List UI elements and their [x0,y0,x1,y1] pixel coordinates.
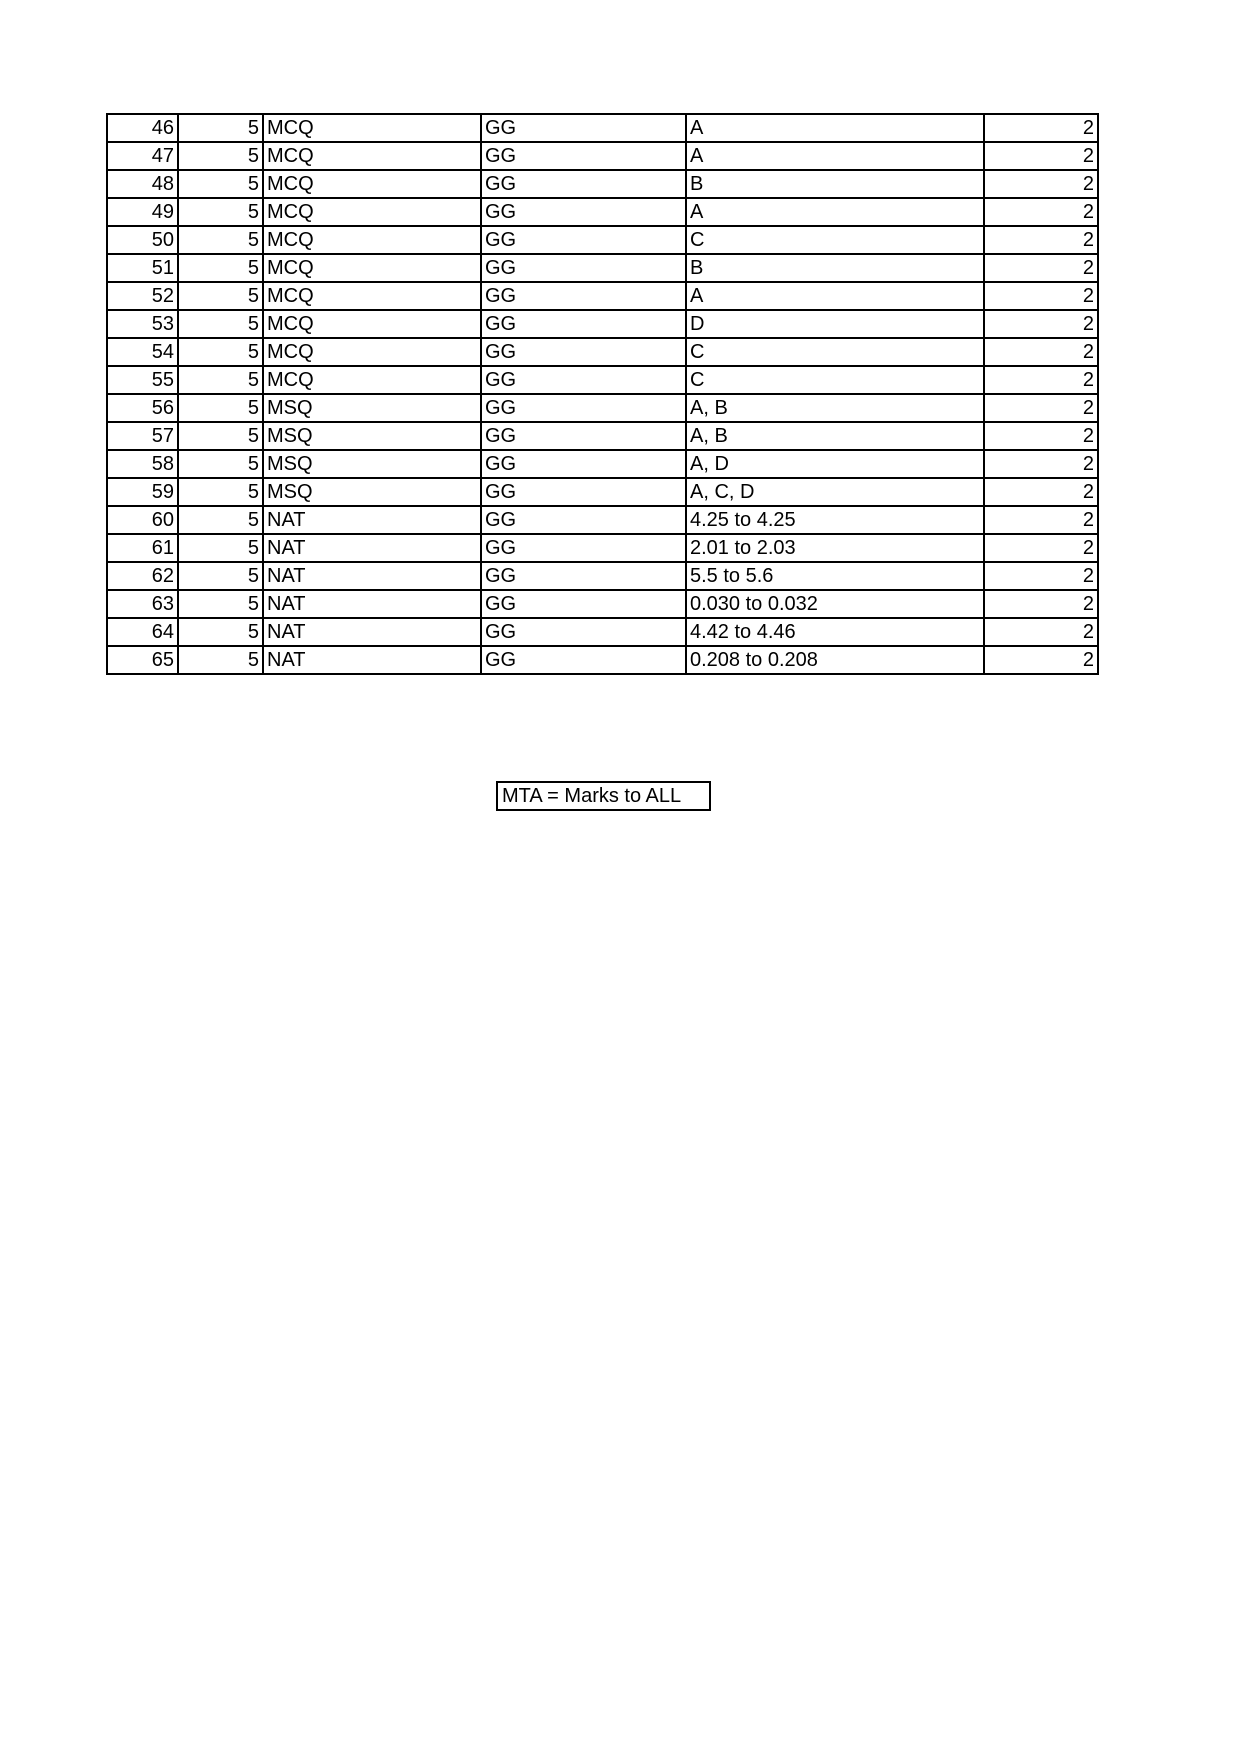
section-cell: 5 [178,310,263,338]
marks-cell: 2 [984,506,1098,534]
question-type-cell: MSQ [263,478,481,506]
paper-code-cell: GG [481,142,686,170]
marks-cell: 2 [984,394,1098,422]
table-row [107,618,1098,646]
question-type-cell: MSQ [263,394,481,422]
table-row [107,450,1098,478]
question-type-cell: NAT [263,618,481,646]
question-type-cell: MCQ [263,226,481,254]
question-number-cell: 48 [107,170,178,198]
question-type-cell: NAT [263,534,481,562]
question-type-cell: MSQ [263,450,481,478]
answer-key-cell: B [686,254,984,282]
section-cell: 5 [178,142,263,170]
table-row [107,254,1098,282]
paper-code-cell: GG [481,618,686,646]
table-row [107,422,1098,450]
answer-key-cell: A, B [686,394,984,422]
marks-cell: 2 [984,590,1098,618]
paper-code-cell: GG [481,170,686,198]
question-number-cell: 61 [107,534,178,562]
section-cell: 5 [178,226,263,254]
table-row [107,310,1098,338]
section-cell: 5 [178,114,263,142]
section-cell: 5 [178,338,263,366]
table-row [107,198,1098,226]
table-row [107,338,1098,366]
table-row [107,142,1098,170]
answer-key-cell: D [686,310,984,338]
paper-code-cell: GG [481,506,686,534]
answer-key-cell: A, B [686,422,984,450]
question-number-cell: 58 [107,450,178,478]
paper-code-cell: GG [481,226,686,254]
table-row [107,478,1098,506]
marks-cell: 2 [984,534,1098,562]
section-cell: 5 [178,254,263,282]
marks-cell: 2 [984,114,1098,142]
question-number-cell: 53 [107,310,178,338]
paper-code-cell: GG [481,198,686,226]
question-number-cell: 52 [107,282,178,310]
marks-cell: 2 [984,282,1098,310]
answer-key-cell: C [686,338,984,366]
answer-key-cell: A [686,198,984,226]
marks-cell: 2 [984,338,1098,366]
answer-key-cell: 2.01 to 2.03 [686,534,984,562]
table-row [107,170,1098,198]
answer-key-cell: A, C, D [686,478,984,506]
table-row [107,646,1098,674]
marks-cell: 2 [984,478,1098,506]
question-number-cell: 50 [107,226,178,254]
table-row [107,114,1098,142]
table-row [107,534,1098,562]
section-cell: 5 [178,534,263,562]
answer-key-cell: A [686,282,984,310]
answer-key-cell: 4.25 to 4.25 [686,506,984,534]
question-number-cell: 60 [107,506,178,534]
legend-box: MTA = Marks to ALL [496,781,711,811]
marks-cell: 2 [984,422,1098,450]
answer-key-cell: A [686,142,984,170]
marks-cell: 2 [984,646,1098,674]
question-type-cell: NAT [263,562,481,590]
question-number-cell: 49 [107,198,178,226]
table-row [107,282,1098,310]
question-type-cell: MCQ [263,198,481,226]
question-number-cell: 54 [107,338,178,366]
question-type-cell: MSQ [263,422,481,450]
section-cell: 5 [178,170,263,198]
question-number-cell: 46 [107,114,178,142]
section-cell: 5 [178,562,263,590]
marks-cell: 2 [984,226,1098,254]
answer-key-rows [107,114,1098,674]
marks-cell: 2 [984,198,1098,226]
question-type-cell: MCQ [263,142,481,170]
section-cell: 5 [178,590,263,618]
table-row [107,562,1098,590]
marks-cell: 2 [984,170,1098,198]
question-type-cell: MCQ [263,310,481,338]
answer-key-cell: 0.030 to 0.032 [686,590,984,618]
marks-cell: 2 [984,618,1098,646]
marks-cell: 2 [984,562,1098,590]
question-type-cell: MCQ [263,254,481,282]
paper-code-cell: GG [481,478,686,506]
paper-code-cell: GG [481,394,686,422]
answer-key-cell: A, D [686,450,984,478]
question-type-cell: MCQ [263,338,481,366]
marks-cell: 2 [984,310,1098,338]
answer-key-table [106,113,1099,675]
marks-cell: 2 [984,366,1098,394]
paper-code-cell: GG [481,282,686,310]
section-cell: 5 [178,394,263,422]
paper-code-cell: GG [481,646,686,674]
table-row [107,226,1098,254]
question-type-cell: NAT [263,646,481,674]
question-number-cell: 47 [107,142,178,170]
table-row [107,394,1098,422]
question-number-cell: 56 [107,394,178,422]
question-number-cell: 51 [107,254,178,282]
question-type-cell: MCQ [263,366,481,394]
section-cell: 5 [178,366,263,394]
question-type-cell: NAT [263,506,481,534]
section-cell: 5 [178,506,263,534]
paper-code-cell: GG [481,590,686,618]
question-number-cell: 64 [107,618,178,646]
answer-key-cell: 0.208 to 0.208 [686,646,984,674]
table-row [107,590,1098,618]
marks-cell: 2 [984,254,1098,282]
question-type-cell: MCQ [263,282,481,310]
paper-code-cell: GG [481,338,686,366]
table-row [107,506,1098,534]
section-cell: 5 [178,450,263,478]
paper-code-cell: GG [481,562,686,590]
question-type-cell: MCQ [263,114,481,142]
table-row [107,366,1098,394]
marks-cell: 2 [984,142,1098,170]
section-cell: 5 [178,646,263,674]
paper-code-cell: GG [481,310,686,338]
question-number-cell: 55 [107,366,178,394]
question-number-cell: 62 [107,562,178,590]
question-number-cell: 65 [107,646,178,674]
paper-code-cell: GG [481,366,686,394]
section-cell: 5 [178,422,263,450]
answer-key-cell: C [686,226,984,254]
paper-code-cell: GG [481,422,686,450]
question-type-cell: NAT [263,590,481,618]
section-cell: 5 [178,282,263,310]
answer-key-cell: A [686,114,984,142]
paper-code-cell: GG [481,450,686,478]
answer-key-cell: C [686,366,984,394]
section-cell: 5 [178,478,263,506]
question-number-cell: 57 [107,422,178,450]
section-cell: 5 [178,618,263,646]
answer-key-cell: 5.5 to 5.6 [686,562,984,590]
answer-key-cell: 4.42 to 4.46 [686,618,984,646]
question-number-cell: 59 [107,478,178,506]
marks-cell: 2 [984,450,1098,478]
question-number-cell: 63 [107,590,178,618]
answer-key-cell: B [686,170,984,198]
paper-code-cell: GG [481,114,686,142]
paper-code-cell: GG [481,254,686,282]
question-type-cell: MCQ [263,170,481,198]
paper-code-cell: GG [481,534,686,562]
section-cell: 5 [178,198,263,226]
